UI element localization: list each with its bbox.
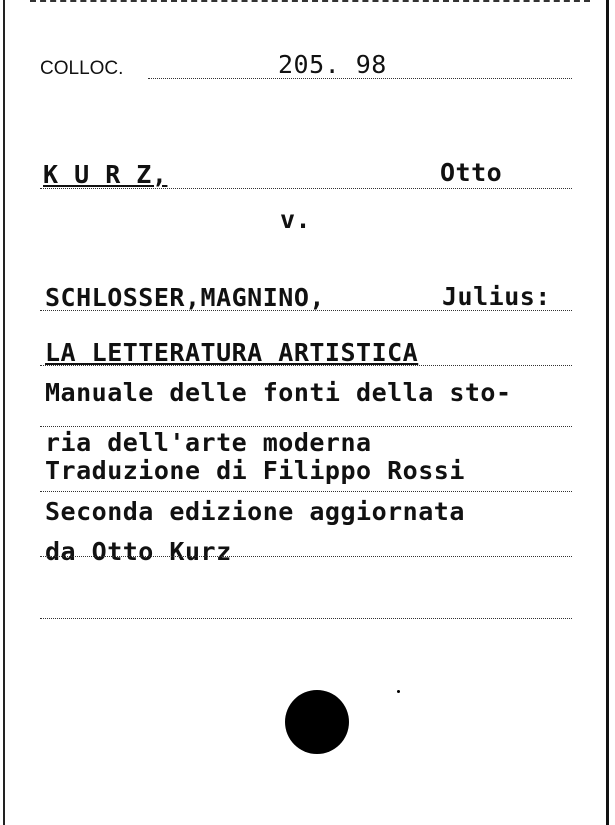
main-author-firstname: Julius: [442,282,551,311]
card-left-edge [3,0,5,825]
main-author-rule [40,310,572,311]
card-top-edge [30,0,590,2]
see-reference: v. [280,205,312,234]
colloc-label: COLLOC. [40,58,124,79]
desc-rule-3 [40,556,572,557]
desc-line-2: ria dell'arte moderna [45,428,372,457]
title-line: LA LETTERATURA ARTISTICA [45,338,419,367]
colloc-rule [148,78,572,79]
desc-line-5: da Otto Kurz [45,537,232,566]
author-surname: K U R Z, [43,160,168,189]
colloc-value: 205. 98 [278,50,387,79]
desc-line-4: Seconda edizione aggiornata [45,497,465,526]
desc-line-3: Traduzione di Filippo Rossi [45,456,465,485]
author-rule [40,188,572,189]
desc-line-1: Manuale delle fonti della sto- [45,378,512,407]
main-author: SCHLOSSER,MAGNINO, [45,283,325,312]
desc-rule-1 [40,426,572,427]
punch-hole [285,690,349,754]
ink-speck [397,690,400,693]
card-right-edge [606,0,609,825]
title-rule [40,365,572,366]
blank-rule [40,618,572,619]
desc-rule-2 [40,491,572,492]
author-firstname: Otto [440,158,503,187]
